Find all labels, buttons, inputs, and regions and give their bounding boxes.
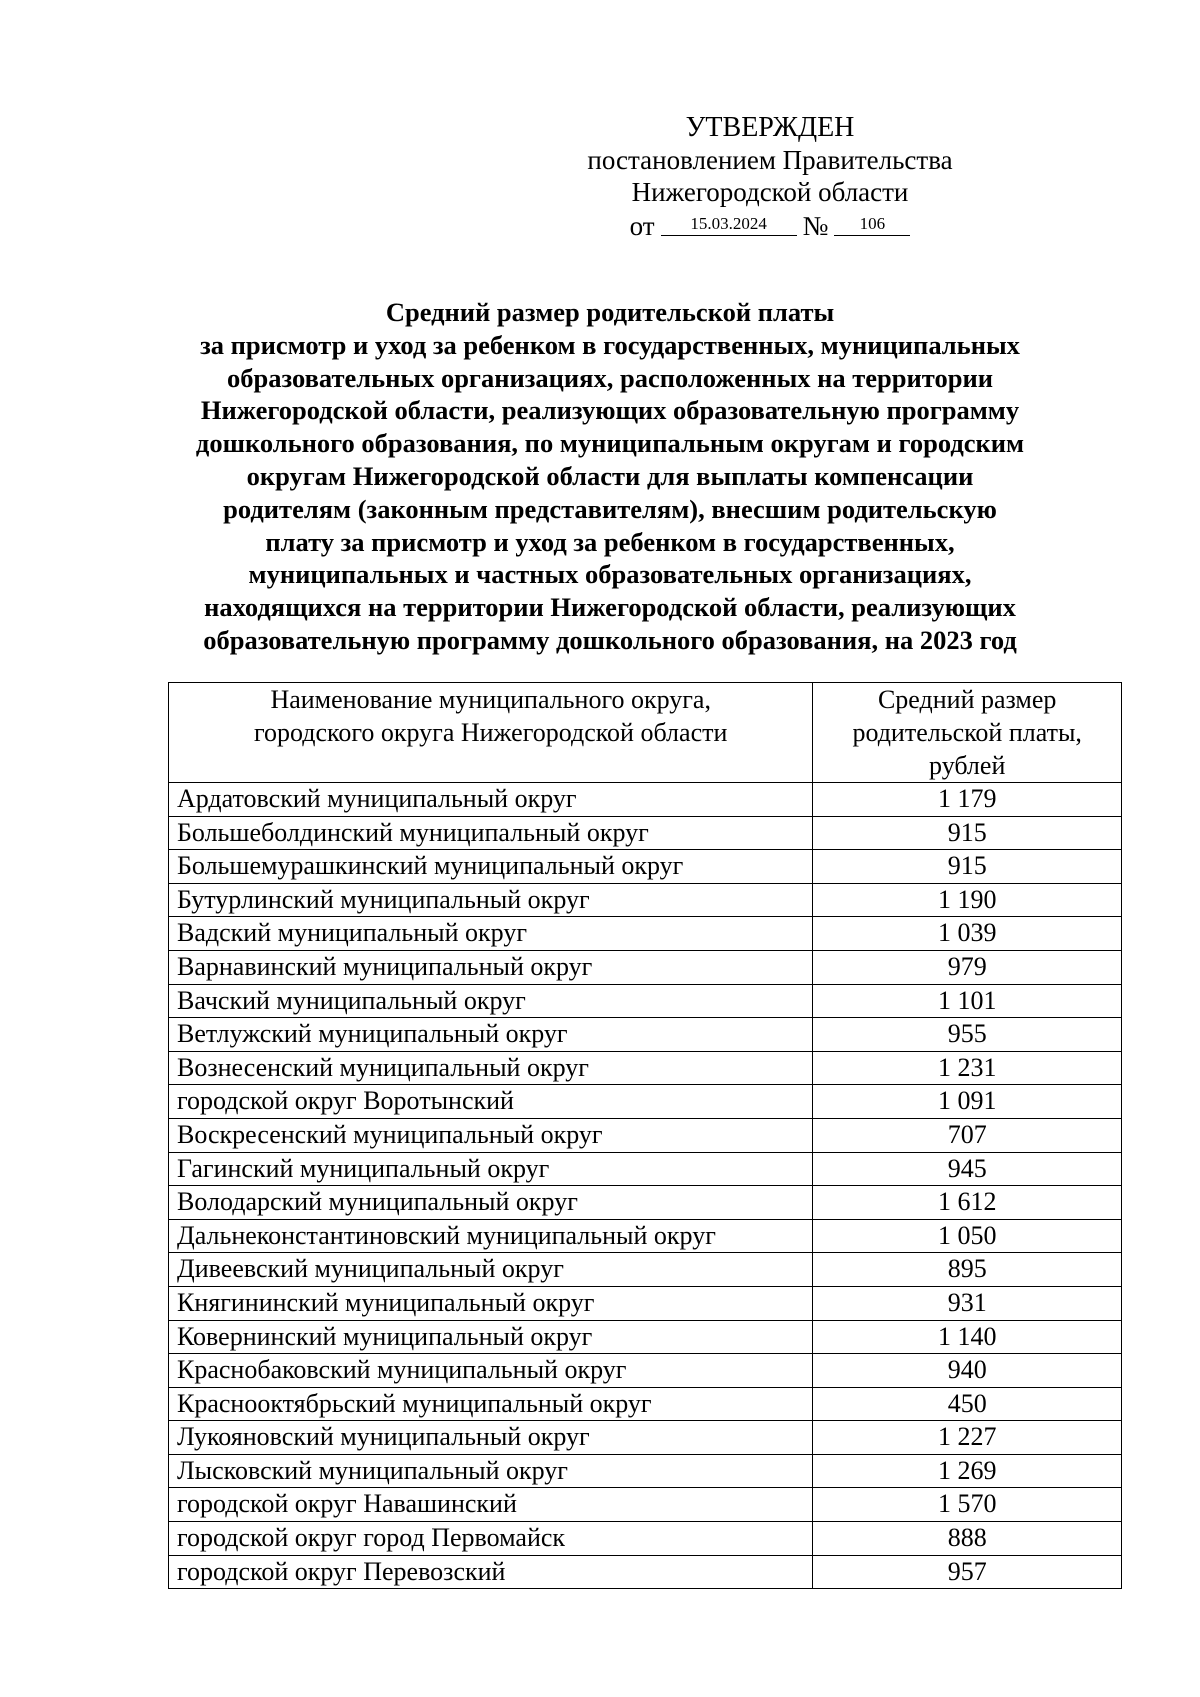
title-line: Средний размер родительской платы: [385, 297, 835, 327]
municipality-name: Краснооктябрьский муниципальный округ: [169, 1387, 813, 1421]
average-fee-value: 955: [813, 1018, 1122, 1052]
number-label: №: [802, 211, 829, 241]
average-fee-value: 888: [813, 1522, 1122, 1556]
table-row: [169, 1152, 1122, 1186]
municipality-name: Дивеевский муниципальный округ: [169, 1253, 813, 1287]
average-fee-value: 1 570: [813, 1488, 1122, 1522]
title-line: за присмотр и уход за ребенком в государственных, муниципальных: [200, 329, 1020, 360]
table-row: [169, 1085, 1122, 1119]
municipality-name: Воскресенский муниципальный округ: [169, 1118, 813, 1152]
table-row: [169, 1522, 1122, 1556]
table-row: [169, 1253, 1122, 1287]
table-row: [169, 1555, 1122, 1589]
table-row: [169, 1286, 1122, 1320]
average-fee-value: 450: [813, 1387, 1122, 1421]
average-fee-value: 707: [813, 1118, 1122, 1152]
average-fee-value: 1 140: [813, 1320, 1122, 1354]
average-fee-value: 1 612: [813, 1186, 1122, 1220]
table-row: [169, 816, 1122, 850]
average-fee-value: 915: [813, 816, 1122, 850]
municipality-name: городской округ Перевозский: [169, 1555, 813, 1589]
municipality-name: Большеболдинский муниципальный округ: [169, 816, 813, 850]
header-municipality: [169, 683, 813, 783]
municipality-name: Ветлужский муниципальный округ: [169, 1018, 813, 1052]
average-fee-value: 945: [813, 1152, 1122, 1186]
number-value: 106: [834, 213, 910, 236]
table-row: [169, 1118, 1122, 1152]
table-row: [169, 883, 1122, 917]
table-row: [169, 1387, 1122, 1421]
municipality-name: Вачский муниципальный округ: [169, 984, 813, 1018]
municipality-name: городской округ город Первомайск: [169, 1522, 813, 1556]
approval-line-2: Нижегородской области: [631, 177, 909, 207]
table-row: [169, 850, 1122, 884]
title-line: плату за присмотр и уход за ребенком в государственных,: [265, 526, 955, 557]
table-row: [169, 1051, 1122, 1085]
municipality-name: Бутурлинский муниципальный округ: [169, 883, 813, 917]
table-row: [169, 1320, 1122, 1354]
title-line: образовательных организациях, расположенных на территории: [227, 362, 993, 393]
average-fee-value: 1 039: [813, 917, 1122, 951]
municipality-name: Дальнеконстантиновский муниципальный округ: [169, 1219, 813, 1253]
municipality-name: Ардатовский муниципальный округ: [169, 783, 813, 817]
table-row: [169, 1354, 1122, 1388]
approval-line-1: постановлением Правительства: [587, 145, 953, 175]
header-average-fee-line: рублей: [929, 751, 1006, 780]
municipality-name: Лукояновский муниципальный округ: [169, 1421, 813, 1455]
date-label: от: [629, 211, 655, 241]
average-fee-value: 957: [813, 1555, 1122, 1589]
average-fee-value: 895: [813, 1253, 1122, 1287]
table-row: [169, 783, 1122, 817]
average-fee-value: 1 091: [813, 1085, 1122, 1119]
title-line: образовательную программу дошкольного образования, на 2023 год: [203, 624, 1017, 655]
municipality-name: Краснобаковский муниципальный округ: [169, 1354, 813, 1388]
municipality-name: Большемурашкинский муниципальный округ: [169, 850, 813, 884]
approval-stamp: УТВЕРЖДЕН: [685, 112, 855, 143]
average-fee-value: 1 050: [813, 1219, 1122, 1253]
title-line: Нижегородской области, реализующих образовательную программу: [200, 395, 1020, 426]
header-average-fee: [813, 683, 1122, 783]
title-line: дошкольного образования, по муниципальным округам и городским: [195, 428, 1025, 459]
header-average-fee-line: Средний размер: [877, 685, 1057, 714]
table-row: [169, 1421, 1122, 1455]
municipality-name: Ковернинский муниципальный округ: [169, 1320, 813, 1354]
title-line: округам Нижегородской области для выплаты компенсации: [246, 460, 974, 491]
average-fee-value: 1 269: [813, 1454, 1122, 1488]
table-row: [169, 984, 1122, 1018]
average-fee-value: 1 101: [813, 984, 1122, 1018]
average-fee-value: 931: [813, 1286, 1122, 1320]
approval-block: [560, 112, 980, 242]
table-row: [169, 1018, 1122, 1052]
approval-date-line: [560, 210, 980, 242]
payment-table: [168, 682, 1122, 1589]
municipality-name: Гагинский муниципальный округ: [169, 1152, 813, 1186]
average-fee-value: 915: [813, 850, 1122, 884]
document-title: [130, 296, 1090, 657]
table-body: [169, 783, 1122, 1589]
average-fee-value: 1 227: [813, 1421, 1122, 1455]
date-value: 15.03.2024: [661, 213, 797, 236]
municipality-name: Вознесенский муниципальный округ: [169, 1051, 813, 1085]
table-row: [169, 1454, 1122, 1488]
title-line: родителям (законным представителям), внесшим родительскую: [223, 493, 997, 524]
table-row: [169, 1186, 1122, 1220]
municipality-name: Володарский муниципальный округ: [169, 1186, 813, 1220]
title-line: муниципальных и частных образовательных организациях,: [248, 559, 972, 590]
header-average-fee-line: родительской платы,: [852, 718, 1082, 747]
municipality-name: Вадский муниципальный округ: [169, 917, 813, 951]
table-row: [169, 1488, 1122, 1522]
header-municipality-line: Наименование муниципального округа,: [270, 685, 711, 714]
header-municipality-line: городского округа Нижегородской области: [254, 718, 728, 747]
average-fee-value: 1 231: [813, 1051, 1122, 1085]
municipality-name: Лысковский муниципальный округ: [169, 1454, 813, 1488]
table-row: [169, 1219, 1122, 1253]
municipality-name: Варнавинский муниципальный округ: [169, 950, 813, 984]
average-fee-value: 1 190: [813, 883, 1122, 917]
table-row: [169, 950, 1122, 984]
municipality-name: городской округ Воротынский: [169, 1085, 813, 1119]
title-line: находящихся на территории Нижегородской области, реализующих: [204, 592, 1016, 623]
municipality-name: Княгининский муниципальный округ: [169, 1286, 813, 1320]
average-fee-value: 1 179: [813, 783, 1122, 817]
table-row: [169, 917, 1122, 951]
average-fee-value: 940: [813, 1354, 1122, 1388]
average-fee-value: 979: [813, 950, 1122, 984]
municipality-name: городской округ Навашинский: [169, 1488, 813, 1522]
table-header-row: [169, 683, 1122, 783]
